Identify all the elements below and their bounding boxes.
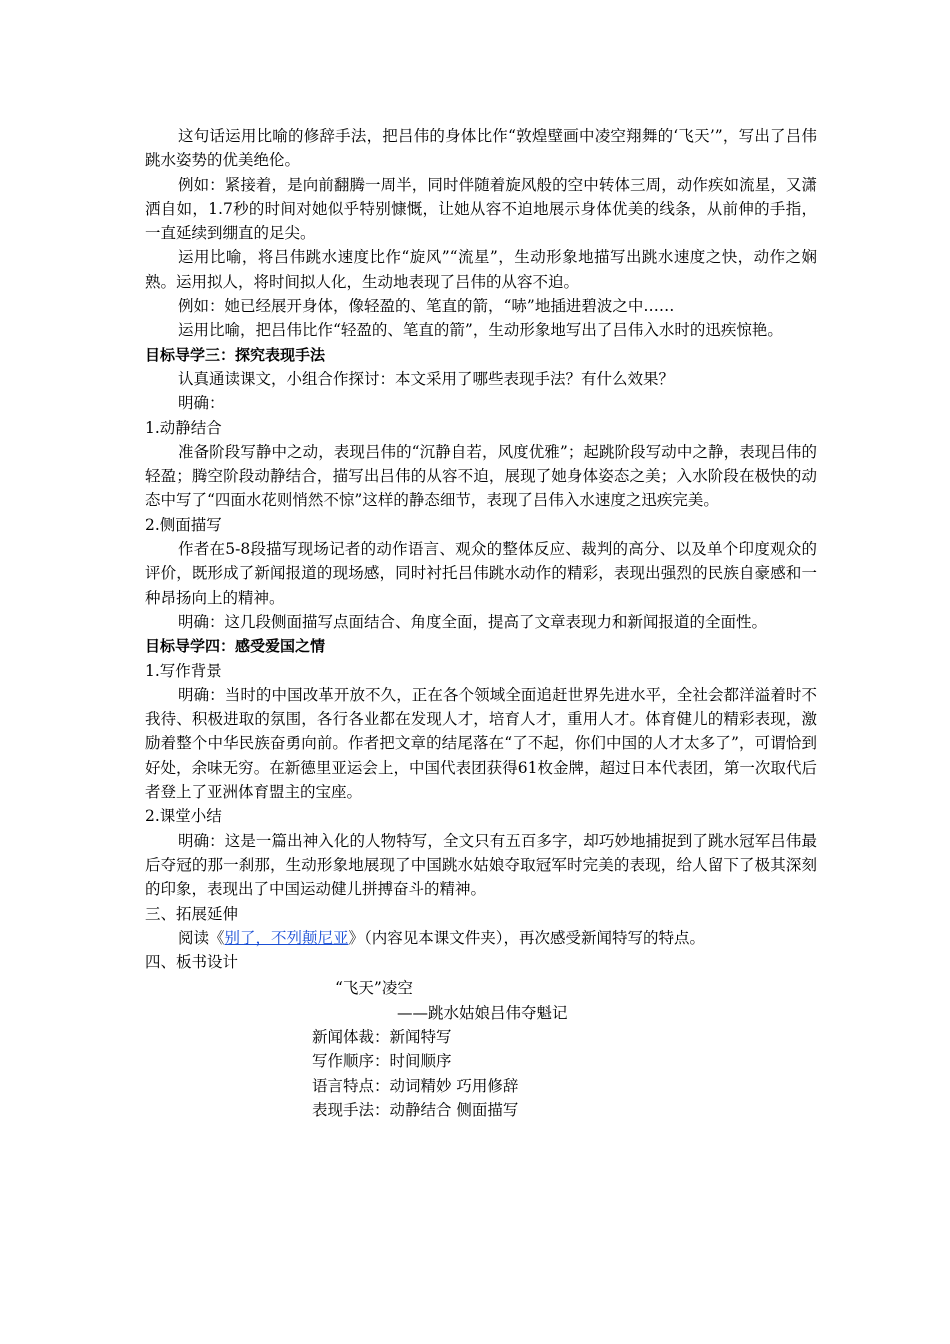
item-conclusion-side-description: 明确：这几段侧面描写点面结合、角度全面，提高了文章表现力和新闻报道的全面性。: [178, 612, 768, 631]
item-title-summary: 2.课堂小结: [145, 807, 222, 826]
paragraph-example-rotation: 例如：紧接着，是向前翻腾一周半，同时伴随着旋风般的空中转体三周，动作疾如流星，又潇洒自如，1.7秒的时间对她似乎特别慷慨，让她从容不迫地展示身体优美的线条，从前伸的手指，一直延续到绷直的足尖。: [145, 175, 817, 243]
paragraph-arrow-analysis: 运用比喻，把吕伟比作“轻盈的、笔直的箭”，生动形象地写出了吕伟入水时的迅疾惊艳。: [178, 321, 783, 340]
item-text-summary: 明确：这是一篇出神入化的人物特写，全文只有五百多字，却巧妙地捕捉到了跳水冠军吕伟最后夺冠的那一刹那，生动形象地展现了中国跳水姑娘夺取冠军时完美的表现，给人留下了极其深刻的印象，表现出了中国运动健儿拼搏奋斗的精神。: [145, 831, 817, 899]
board-row-genre: 新闻体裁：新闻特写: [312, 1027, 452, 1046]
heading-goal-four: 目标导学四：感受爱国之情: [145, 637, 326, 656]
item-text-background: 明确：当时的中国改革开放不久，正在各个领域全面追赶世界先进水平，全社会都洋溢着时不我待、积极进取的氛围，各行各业都在发现人才，培育人才，重用人才。体育健儿的精彩表现，激励着整个中华民族奋勇向前。作者把文章的结尾落在“了不起，你们中国的人才太多了”，可谓恰到好处，余味无穷。在新德里亚运会上，中国代表团获得61枚金牌，超过日本代表团，第一次取代后者登上了亚洲体育盟主的宝座。: [145, 685, 817, 802]
board-row-order: 写作顺序：时间顺序: [312, 1052, 452, 1071]
paragraph-extension-reading: [145, 926, 817, 950]
board-row-language: 语言特点：动词精妙 巧用修辞: [312, 1076, 519, 1095]
item-title-side-description: 2.侧面描写: [145, 515, 222, 534]
paragraph-clarify-label: 明确：: [178, 394, 225, 413]
board-row-technique: 表现手法：动静结合 侧面描写: [312, 1100, 519, 1119]
board-design: [145, 976, 817, 1122]
item-title-background: 1.写作背景: [145, 661, 222, 680]
item-title-dynamic-static: 1.动静结合: [145, 418, 222, 437]
item-text-side-description: 作者在5-8段描写现场记者的动作语言、观众的整体反应、裁判的高分、以及单个印度观众的评价，既形成了新闻报道的现场感，同时衬托吕伟跳水动作的精彩，表现出强烈的民族自豪感和一种昂扬向上的精神。: [145, 540, 817, 607]
heading-goal-three: 目标导学三：探究表现手法: [145, 345, 326, 364]
board-subtitle: ——跳水姑娘吕伟夺魁记: [397, 1003, 568, 1022]
reading-suffix: 》（内容见本课文件夹），再次感受新闻特写的特点。: [348, 928, 706, 947]
reading-prefix: 阅读《: [178, 928, 225, 947]
reading-link[interactable]: 别了，不列颠尼亚: [224, 928, 349, 947]
section-title-board: 四、板书设计: [145, 953, 239, 972]
paragraph-metaphor-analysis: 这句话运用比喻的修辞手法，把吕伟的身体比作“敦煌壁画中凌空翔舞的‘飞天’”，写出了吕伟跳水姿势的优美绝伦。: [145, 127, 817, 170]
paragraph-speed-analysis: 运用比喻，将吕伟跳水速度比作“旋风”“流星”，生动形象地描写出跳水速度之快，动作之娴熟。运用拟人，将时间拟人化，生动地表现了吕伟的从容不迫。: [145, 248, 817, 291]
section-title-extension: 三、拓展延伸: [145, 904, 239, 923]
item-text-dynamic-static: 准备阶段写静中之动，表现吕伟的“沉静自若，风度优雅”；起跳阶段写动中之静，表现吕伟的轻盈；腾空阶段动静结合，描写出吕伟的从容不迫，展现了她身体姿态之美；入水阶段在极快的动态中写了“四面水花则悄然不惊”这样的静态细节，表现了吕伟入水速度之迅疾完美。: [145, 442, 817, 510]
board-title: “飞天”凌空: [335, 979, 413, 998]
paragraph-example-arrow: 例如：她已经展开身体，像轻盈的、笔直的箭，“哧”地插进碧波之中……: [178, 297, 675, 316]
document-body: [145, 124, 817, 1122]
paragraph-discussion-prompt: 认真通读课文，小组合作探讨：本文采用了哪些表现手法？有什么效果？: [178, 369, 675, 388]
